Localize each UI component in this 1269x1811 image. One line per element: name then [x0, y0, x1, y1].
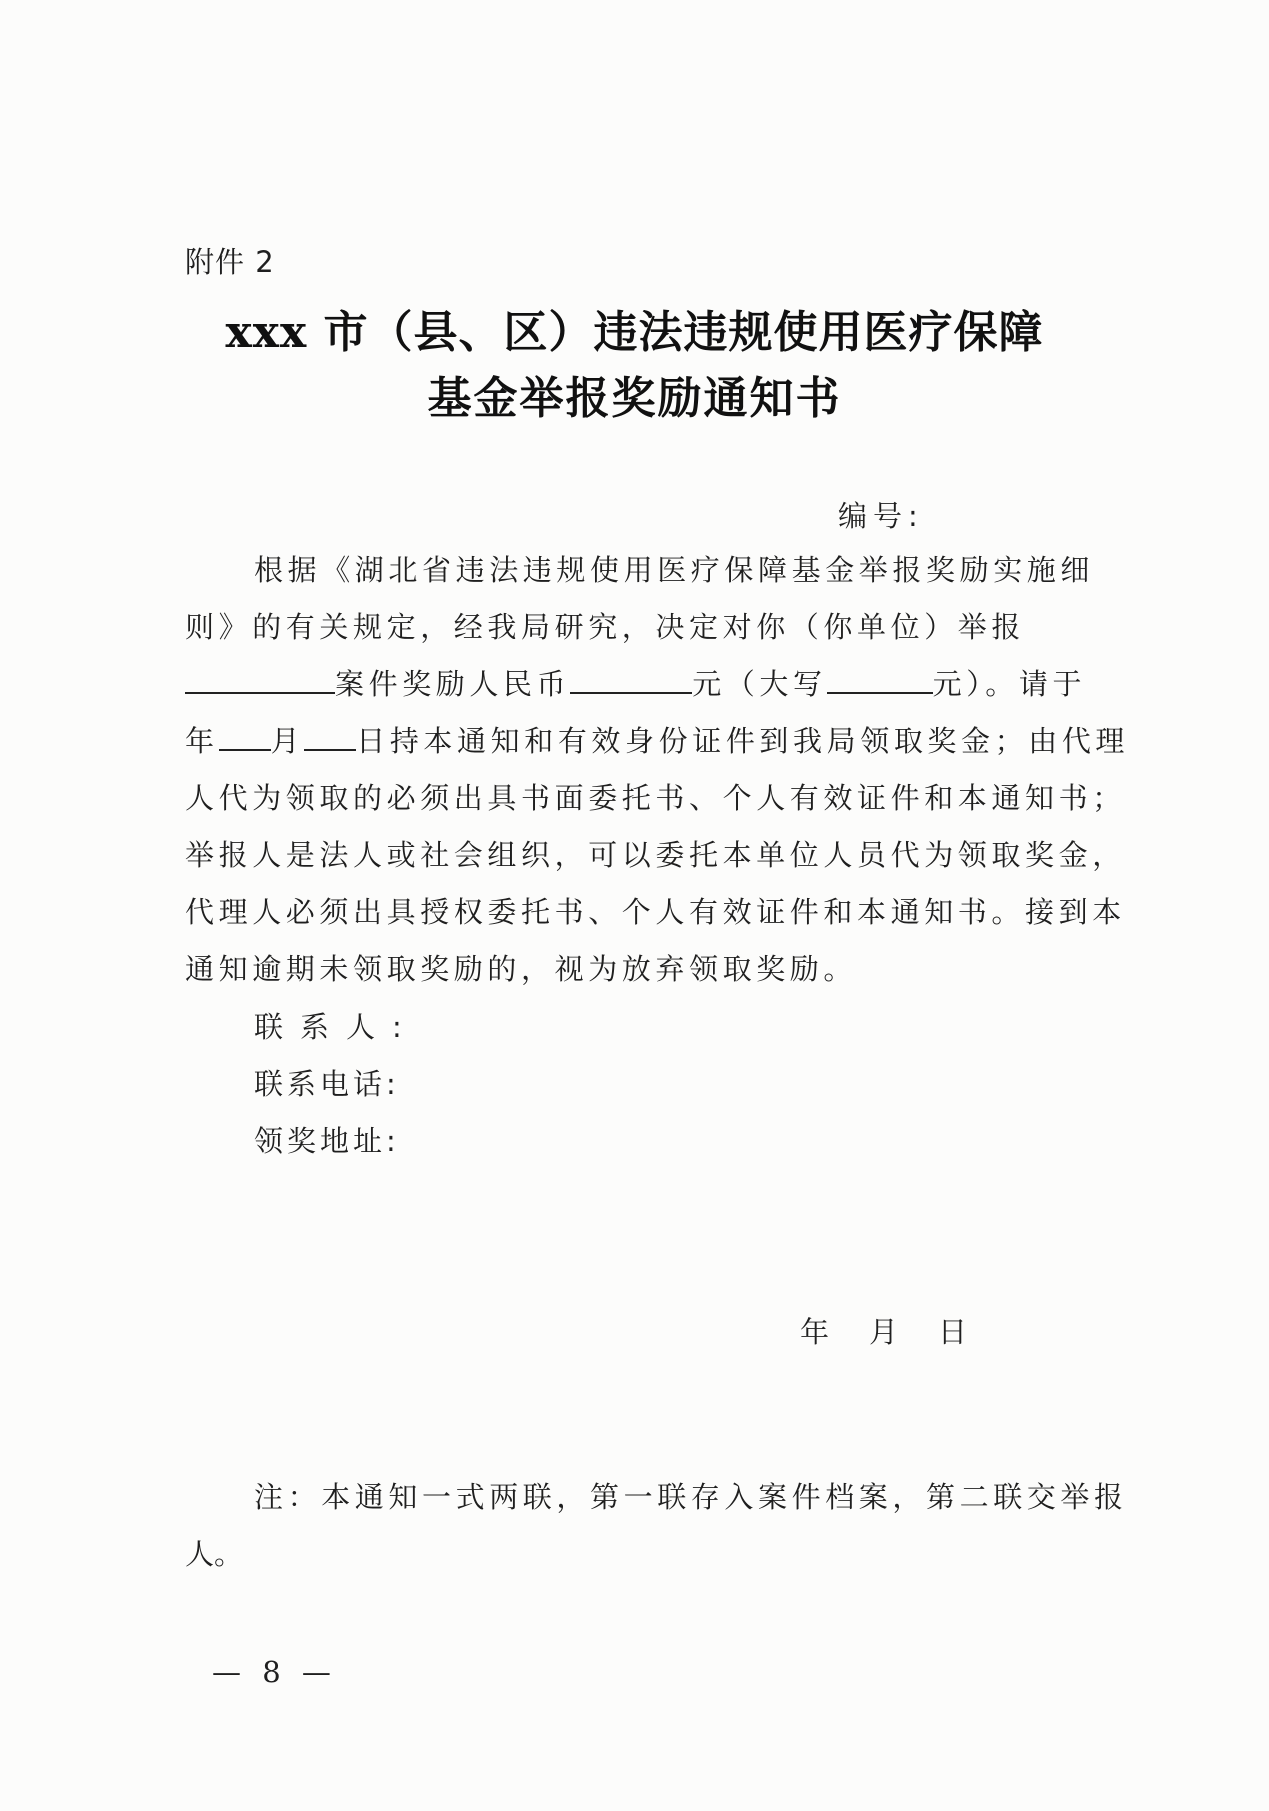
date-year: 年	[800, 1315, 830, 1349]
date-day: 日	[938, 1315, 968, 1349]
body-line-4-month: 月	[270, 724, 305, 758]
document-title-line-2: 基金举报奖励通知书	[427, 373, 842, 424]
serial-number-label: 编号:	[838, 499, 924, 533]
case-name-blank	[185, 666, 335, 694]
body-line-4	[185, 719, 1129, 760]
body-line-3-a: 案件奖励人民币	[335, 667, 571, 701]
amount-blank	[570, 666, 692, 694]
body-line-8: 通知逾期未领取奖励的，视为放弃领取奖励。	[185, 952, 858, 986]
body-line-4-year: 年	[185, 724, 219, 758]
body-line-3	[185, 662, 1086, 703]
document-title-line-1: xxx 市（县、区）违法违规使用医疗保障	[225, 307, 1044, 358]
day-blank	[304, 723, 356, 751]
body-line-6: 举报人是法人或社会组织，可以委托本单位人员代为领取奖金，	[185, 838, 1126, 872]
signature-date	[800, 1310, 1007, 1351]
contact-phone-label: 联系电话:	[254, 1067, 400, 1101]
body-line-3-b: 元（大写	[692, 667, 827, 701]
body-line-3-c: 元）。请于	[932, 667, 1087, 701]
page-number: — 8 —	[212, 1655, 337, 1689]
body-line-1: 根据《湖北省违法违规使用医疗保障基金举报奖励实施细	[254, 553, 1095, 587]
body-line-7: 代理人必须出具授权委托书、个人有效证件和本通知书。接到本	[185, 895, 1126, 929]
attachment-label: 附件 2	[185, 245, 275, 279]
award-address-label: 领奖地址:	[254, 1124, 400, 1158]
body-line-2: 则》的有关规定，经我局研究，决定对你（你单位）举报	[185, 610, 1026, 644]
contact-person-label: 联系人:	[254, 1010, 419, 1044]
body-line-4-rest: 日持本通知和有效身份证件到我局领取奖金；由代理	[356, 724, 1130, 758]
date-month: 月	[869, 1315, 899, 1349]
amount-in-words-blank	[827, 666, 933, 694]
body-line-5: 人代为领取的必须出具书面委托书、个人有效证件和本通知书；	[185, 781, 1126, 815]
note-line-1: 注：本通知一式两联，第一联存入案件档案，第二联交举报	[254, 1480, 1128, 1514]
month-blank	[219, 723, 271, 751]
note-line-2: 人。	[185, 1537, 244, 1571]
